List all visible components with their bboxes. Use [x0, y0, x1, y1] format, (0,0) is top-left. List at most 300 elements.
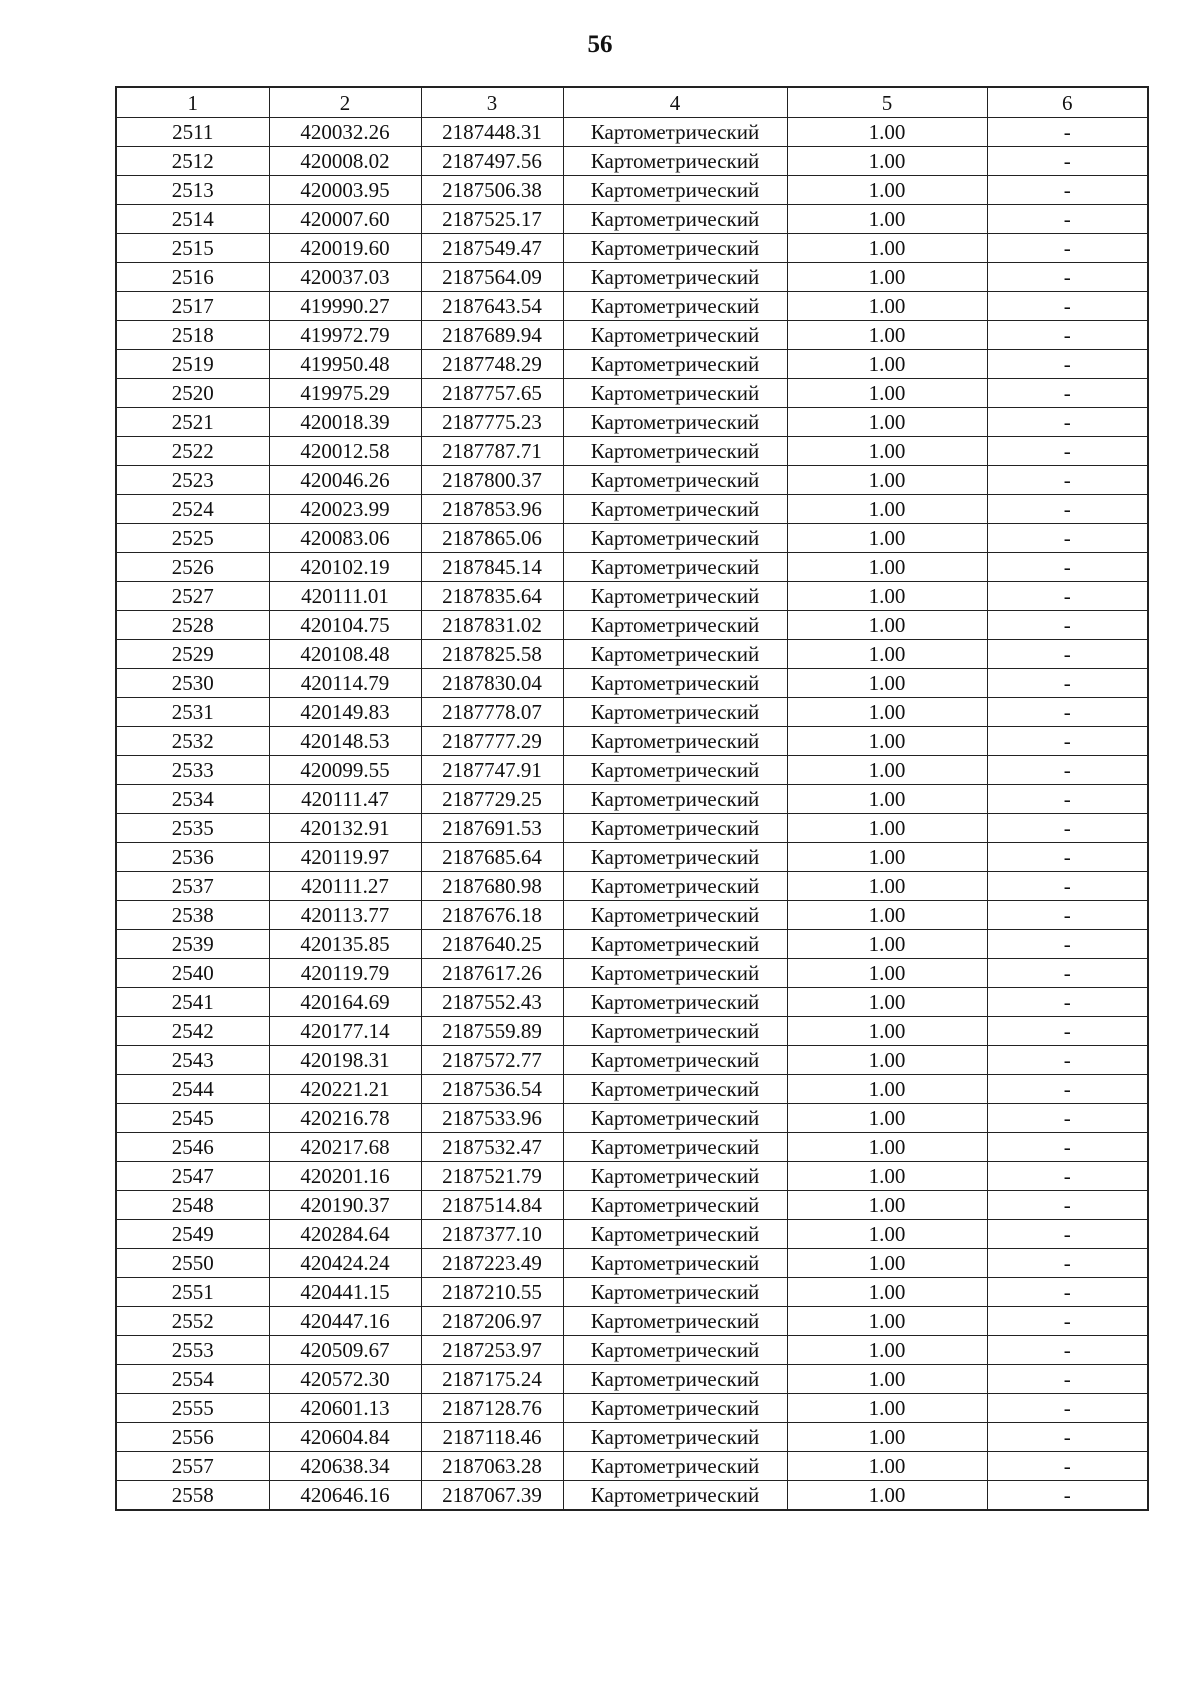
y-coordinate-cell: 2187757.65 — [421, 379, 563, 408]
point-number-cell: 2531 — [116, 698, 269, 727]
y-coordinate-cell: 2187845.14 — [421, 553, 563, 582]
point-number-cell: 2554 — [116, 1365, 269, 1394]
method-cell: Картометрический — [563, 611, 787, 640]
accuracy-cell: 1.00 — [787, 698, 987, 727]
method-cell: Картометрический — [563, 843, 787, 872]
table-row — [116, 176, 1148, 205]
accuracy-cell: 1.00 — [787, 1278, 987, 1307]
accuracy-cell: 1.00 — [787, 1075, 987, 1104]
y-coordinate-cell: 2187521.79 — [421, 1162, 563, 1191]
accuracy-cell: 1.00 — [787, 263, 987, 292]
table-row — [116, 466, 1148, 495]
description-cell: - — [987, 553, 1148, 582]
point-number-cell: 2536 — [116, 843, 269, 872]
method-cell: Картометрический — [563, 1046, 787, 1075]
accuracy-cell: 1.00 — [787, 1191, 987, 1220]
point-number-cell: 2537 — [116, 872, 269, 901]
table-row — [116, 1162, 1148, 1191]
table-row — [116, 756, 1148, 785]
point-number-cell: 2532 — [116, 727, 269, 756]
accuracy-cell: 1.00 — [787, 495, 987, 524]
x-coordinate-cell: 420003.95 — [269, 176, 421, 205]
x-coordinate-cell: 420102.19 — [269, 553, 421, 582]
description-cell: - — [987, 756, 1148, 785]
accuracy-cell: 1.00 — [787, 1481, 987, 1511]
point-number-cell: 2540 — [116, 959, 269, 988]
description-cell: - — [987, 930, 1148, 959]
point-number-cell: 2521 — [116, 408, 269, 437]
method-cell: Картометрический — [563, 553, 787, 582]
point-number-cell: 2557 — [116, 1452, 269, 1481]
y-coordinate-cell: 2187448.31 — [421, 118, 563, 147]
column-header: 1 — [116, 87, 269, 118]
point-number-cell: 2551 — [116, 1278, 269, 1307]
y-coordinate-cell: 2187617.26 — [421, 959, 563, 988]
x-coordinate-cell: 420601.13 — [269, 1394, 421, 1423]
y-coordinate-cell: 2187640.25 — [421, 930, 563, 959]
point-number-cell: 2542 — [116, 1017, 269, 1046]
point-number-cell: 2513 — [116, 176, 269, 205]
accuracy-cell: 1.00 — [787, 234, 987, 263]
table-row — [116, 930, 1148, 959]
method-cell: Картометрический — [563, 1162, 787, 1191]
table-row — [116, 1481, 1148, 1511]
y-coordinate-cell: 2187831.02 — [421, 611, 563, 640]
table-row — [116, 321, 1148, 350]
accuracy-cell: 1.00 — [787, 611, 987, 640]
point-number-cell: 2530 — [116, 669, 269, 698]
description-cell: - — [987, 1104, 1148, 1133]
description-cell: - — [987, 1046, 1148, 1075]
description-cell: - — [987, 524, 1148, 553]
method-cell: Картометрический — [563, 930, 787, 959]
y-coordinate-cell: 2187572.77 — [421, 1046, 563, 1075]
accuracy-cell: 1.00 — [787, 582, 987, 611]
table-row — [116, 640, 1148, 669]
y-coordinate-cell: 2187118.46 — [421, 1423, 563, 1452]
accuracy-cell: 1.00 — [787, 1104, 987, 1133]
x-coordinate-cell: 420198.31 — [269, 1046, 421, 1075]
x-coordinate-cell: 420164.69 — [269, 988, 421, 1017]
accuracy-cell: 1.00 — [787, 379, 987, 408]
accuracy-cell: 1.00 — [787, 350, 987, 379]
x-coordinate-cell: 420046.26 — [269, 466, 421, 495]
point-number-cell: 2524 — [116, 495, 269, 524]
table-row — [116, 1046, 1148, 1075]
point-number-cell: 2523 — [116, 466, 269, 495]
x-coordinate-cell: 420441.15 — [269, 1278, 421, 1307]
accuracy-cell: 1.00 — [787, 524, 987, 553]
table-row — [116, 263, 1148, 292]
x-coordinate-cell: 420023.99 — [269, 495, 421, 524]
x-coordinate-cell: 419950.48 — [269, 350, 421, 379]
method-cell: Картометрический — [563, 1249, 787, 1278]
description-cell: - — [987, 959, 1148, 988]
description-cell: - — [987, 408, 1148, 437]
method-cell: Картометрический — [563, 147, 787, 176]
method-cell: Картометрический — [563, 118, 787, 147]
x-coordinate-cell: 420135.85 — [269, 930, 421, 959]
table-row — [116, 814, 1148, 843]
description-cell: - — [987, 1191, 1148, 1220]
y-coordinate-cell: 2187564.09 — [421, 263, 563, 292]
method-cell: Картометрический — [563, 1452, 787, 1481]
description-cell: - — [987, 292, 1148, 321]
table-row — [116, 611, 1148, 640]
y-coordinate-cell: 2187506.38 — [421, 176, 563, 205]
point-number-cell: 2511 — [116, 118, 269, 147]
x-coordinate-cell: 420284.64 — [269, 1220, 421, 1249]
table-row — [116, 1423, 1148, 1452]
y-coordinate-cell: 2187729.25 — [421, 785, 563, 814]
description-cell: - — [987, 640, 1148, 669]
description-cell: - — [987, 1162, 1148, 1191]
accuracy-cell: 1.00 — [787, 1307, 987, 1336]
point-number-cell: 2534 — [116, 785, 269, 814]
description-cell: - — [987, 263, 1148, 292]
description-cell: - — [987, 118, 1148, 147]
method-cell: Картометрический — [563, 321, 787, 350]
table-row — [116, 1104, 1148, 1133]
method-cell: Картометрический — [563, 698, 787, 727]
description-cell: - — [987, 205, 1148, 234]
description-cell: - — [987, 582, 1148, 611]
description-cell: - — [987, 147, 1148, 176]
x-coordinate-cell: 420424.24 — [269, 1249, 421, 1278]
point-number-cell: 2535 — [116, 814, 269, 843]
x-coordinate-cell: 419972.79 — [269, 321, 421, 350]
table-row — [116, 1220, 1148, 1249]
y-coordinate-cell: 2187689.94 — [421, 321, 563, 350]
table-row — [116, 379, 1148, 408]
y-coordinate-cell: 2187223.49 — [421, 1249, 563, 1278]
accuracy-cell: 1.00 — [787, 1017, 987, 1046]
header-row — [116, 87, 1148, 118]
table-row — [116, 118, 1148, 147]
column-header: 3 — [421, 87, 563, 118]
method-cell: Картометрический — [563, 1365, 787, 1394]
y-coordinate-cell: 2187787.71 — [421, 437, 563, 466]
table-row — [116, 1394, 1148, 1423]
description-cell: - — [987, 901, 1148, 930]
x-coordinate-cell: 420104.75 — [269, 611, 421, 640]
x-coordinate-cell: 420190.37 — [269, 1191, 421, 1220]
description-cell: - — [987, 1133, 1148, 1162]
method-cell: Картометрический — [563, 1394, 787, 1423]
table-row — [116, 785, 1148, 814]
accuracy-cell: 1.00 — [787, 814, 987, 843]
x-coordinate-cell: 420509.67 — [269, 1336, 421, 1365]
point-number-cell: 2543 — [116, 1046, 269, 1075]
method-cell: Картометрический — [563, 582, 787, 611]
x-coordinate-cell: 420113.77 — [269, 901, 421, 930]
y-coordinate-cell: 2187206.97 — [421, 1307, 563, 1336]
table-row — [116, 901, 1148, 930]
accuracy-cell: 1.00 — [787, 553, 987, 582]
method-cell: Картометрический — [563, 234, 787, 263]
x-coordinate-cell: 420099.55 — [269, 756, 421, 785]
description-cell: - — [987, 1307, 1148, 1336]
accuracy-cell: 1.00 — [787, 1133, 987, 1162]
x-coordinate-cell: 420111.01 — [269, 582, 421, 611]
description-cell: - — [987, 1423, 1148, 1452]
x-coordinate-cell: 420221.21 — [269, 1075, 421, 1104]
point-number-cell: 2550 — [116, 1249, 269, 1278]
point-number-cell: 2547 — [116, 1162, 269, 1191]
y-coordinate-cell: 2187748.29 — [421, 350, 563, 379]
accuracy-cell: 1.00 — [787, 727, 987, 756]
point-number-cell: 2516 — [116, 263, 269, 292]
method-cell: Картометрический — [563, 1220, 787, 1249]
point-number-cell: 2558 — [116, 1481, 269, 1511]
y-coordinate-cell: 2187643.54 — [421, 292, 563, 321]
method-cell: Картометрический — [563, 1423, 787, 1452]
table-header — [116, 87, 1148, 118]
method-cell: Картометрический — [563, 756, 787, 785]
method-cell: Картометрический — [563, 408, 787, 437]
x-coordinate-cell: 420217.68 — [269, 1133, 421, 1162]
accuracy-cell: 1.00 — [787, 205, 987, 234]
column-header: 4 — [563, 87, 787, 118]
description-cell: - — [987, 234, 1148, 263]
y-coordinate-cell: 2187865.06 — [421, 524, 563, 553]
method-cell: Картометрический — [563, 1278, 787, 1307]
accuracy-cell: 1.00 — [787, 872, 987, 901]
x-coordinate-cell: 420018.39 — [269, 408, 421, 437]
description-cell: - — [987, 1017, 1148, 1046]
table-row — [116, 495, 1148, 524]
table-row — [116, 582, 1148, 611]
table-row — [116, 234, 1148, 263]
method-cell: Картометрический — [563, 205, 787, 234]
x-coordinate-cell: 420119.79 — [269, 959, 421, 988]
method-cell: Картометрический — [563, 1133, 787, 1162]
table-row — [116, 872, 1148, 901]
description-cell: - — [987, 814, 1148, 843]
point-number-cell: 2555 — [116, 1394, 269, 1423]
point-number-cell: 2526 — [116, 553, 269, 582]
table-row — [116, 1075, 1148, 1104]
description-cell: - — [987, 988, 1148, 1017]
accuracy-cell: 1.00 — [787, 437, 987, 466]
description-cell: - — [987, 350, 1148, 379]
description-cell: - — [987, 437, 1148, 466]
description-cell: - — [987, 1481, 1148, 1511]
method-cell: Картометрический — [563, 495, 787, 524]
accuracy-cell: 1.00 — [787, 1220, 987, 1249]
y-coordinate-cell: 2187063.28 — [421, 1452, 563, 1481]
accuracy-cell: 1.00 — [787, 1423, 987, 1452]
description-cell: - — [987, 843, 1148, 872]
x-coordinate-cell: 419975.29 — [269, 379, 421, 408]
table-row — [116, 553, 1148, 582]
y-coordinate-cell: 2187691.53 — [421, 814, 563, 843]
description-cell: - — [987, 1365, 1148, 1394]
accuracy-cell: 1.00 — [787, 988, 987, 1017]
method-cell: Картометрический — [563, 1481, 787, 1511]
method-cell: Картометрический — [563, 176, 787, 205]
y-coordinate-cell: 2187128.76 — [421, 1394, 563, 1423]
y-coordinate-cell: 2187525.17 — [421, 205, 563, 234]
accuracy-cell: 1.00 — [787, 321, 987, 350]
table-row — [116, 408, 1148, 437]
point-number-cell: 2515 — [116, 234, 269, 263]
x-coordinate-cell: 420177.14 — [269, 1017, 421, 1046]
y-coordinate-cell: 2187680.98 — [421, 872, 563, 901]
x-coordinate-cell: 420012.58 — [269, 437, 421, 466]
point-number-cell: 2527 — [116, 582, 269, 611]
accuracy-cell: 1.00 — [787, 843, 987, 872]
point-number-cell: 2538 — [116, 901, 269, 930]
method-cell: Картометрический — [563, 1191, 787, 1220]
accuracy-cell: 1.00 — [787, 147, 987, 176]
table-row — [116, 147, 1148, 176]
x-coordinate-cell: 420111.27 — [269, 872, 421, 901]
point-number-cell: 2539 — [116, 930, 269, 959]
x-coordinate-cell: 420201.16 — [269, 1162, 421, 1191]
method-cell: Картометрический — [563, 292, 787, 321]
point-number-cell: 2517 — [116, 292, 269, 321]
description-cell: - — [987, 379, 1148, 408]
x-coordinate-cell: 420646.16 — [269, 1481, 421, 1511]
accuracy-cell: 1.00 — [787, 408, 987, 437]
x-coordinate-cell: 420604.84 — [269, 1423, 421, 1452]
y-coordinate-cell: 2187777.29 — [421, 727, 563, 756]
page-number: 56 — [587, 31, 613, 58]
y-coordinate-cell: 2187253.97 — [421, 1336, 563, 1365]
description-cell: - — [987, 321, 1148, 350]
method-cell: Картометрический — [563, 640, 787, 669]
y-coordinate-cell: 2187835.64 — [421, 582, 563, 611]
method-cell: Картометрический — [563, 901, 787, 930]
point-number-cell: 2520 — [116, 379, 269, 408]
y-coordinate-cell: 2187830.04 — [421, 669, 563, 698]
method-cell: Картометрический — [563, 1017, 787, 1046]
point-number-cell: 2522 — [116, 437, 269, 466]
accuracy-cell: 1.00 — [787, 1336, 987, 1365]
y-coordinate-cell: 2187775.23 — [421, 408, 563, 437]
x-coordinate-cell: 420638.34 — [269, 1452, 421, 1481]
accuracy-cell: 1.00 — [787, 756, 987, 785]
method-cell: Картометрический — [563, 379, 787, 408]
description-cell: - — [987, 698, 1148, 727]
y-coordinate-cell: 2187778.07 — [421, 698, 563, 727]
accuracy-cell: 1.00 — [787, 640, 987, 669]
description-cell: - — [987, 1336, 1148, 1365]
accuracy-cell: 1.00 — [787, 901, 987, 930]
method-cell: Картометрический — [563, 1336, 787, 1365]
table-row — [116, 1017, 1148, 1046]
description-cell: - — [987, 669, 1148, 698]
y-coordinate-cell: 2187536.54 — [421, 1075, 563, 1104]
method-cell: Картометрический — [563, 350, 787, 379]
y-coordinate-cell: 2187853.96 — [421, 495, 563, 524]
table-row — [116, 1307, 1148, 1336]
y-coordinate-cell: 2187532.47 — [421, 1133, 563, 1162]
x-coordinate-cell: 420216.78 — [269, 1104, 421, 1133]
x-coordinate-cell: 420572.30 — [269, 1365, 421, 1394]
method-cell: Картометрический — [563, 959, 787, 988]
x-coordinate-cell: 420447.16 — [269, 1307, 421, 1336]
point-number-cell: 2541 — [116, 988, 269, 1017]
point-number-cell: 2544 — [116, 1075, 269, 1104]
description-cell: - — [987, 1394, 1148, 1423]
method-cell: Картометрический — [563, 466, 787, 495]
x-coordinate-cell: 420111.47 — [269, 785, 421, 814]
column-header: 6 — [987, 87, 1148, 118]
accuracy-cell: 1.00 — [787, 785, 987, 814]
y-coordinate-cell: 2187676.18 — [421, 901, 563, 930]
y-coordinate-cell: 2187747.91 — [421, 756, 563, 785]
point-number-cell: 2514 — [116, 205, 269, 234]
y-coordinate-cell: 2187549.47 — [421, 234, 563, 263]
accuracy-cell: 1.00 — [787, 1394, 987, 1423]
table-row — [116, 1278, 1148, 1307]
table-row — [116, 1336, 1148, 1365]
y-coordinate-cell: 2187685.64 — [421, 843, 563, 872]
description-cell: - — [987, 785, 1148, 814]
x-coordinate-cell: 420148.53 — [269, 727, 421, 756]
x-coordinate-cell: 420019.60 — [269, 234, 421, 263]
method-cell: Картометрический — [563, 988, 787, 1017]
y-coordinate-cell: 2187552.43 — [421, 988, 563, 1017]
description-cell: - — [987, 727, 1148, 756]
description-cell: - — [987, 466, 1148, 495]
x-coordinate-cell: 419990.27 — [269, 292, 421, 321]
accuracy-cell: 1.00 — [787, 176, 987, 205]
accuracy-cell: 1.00 — [787, 1365, 987, 1394]
y-coordinate-cell: 2187533.96 — [421, 1104, 563, 1133]
accuracy-cell: 1.00 — [787, 959, 987, 988]
x-coordinate-cell: 420132.91 — [269, 814, 421, 843]
x-coordinate-cell: 420119.97 — [269, 843, 421, 872]
method-cell: Картометрический — [563, 785, 787, 814]
table-row — [116, 1133, 1148, 1162]
y-coordinate-cell: 2187210.55 — [421, 1278, 563, 1307]
x-coordinate-cell: 420083.06 — [269, 524, 421, 553]
accuracy-cell: 1.00 — [787, 1249, 987, 1278]
x-coordinate-cell: 420037.03 — [269, 263, 421, 292]
method-cell: Картометрический — [563, 1307, 787, 1336]
y-coordinate-cell: 2187559.89 — [421, 1017, 563, 1046]
accuracy-cell: 1.00 — [787, 669, 987, 698]
accuracy-cell: 1.00 — [787, 466, 987, 495]
x-coordinate-cell: 420114.79 — [269, 669, 421, 698]
table-row — [116, 1452, 1148, 1481]
point-number-cell: 2528 — [116, 611, 269, 640]
point-number-cell: 2546 — [116, 1133, 269, 1162]
accuracy-cell: 1.00 — [787, 930, 987, 959]
method-cell: Картометрический — [563, 1104, 787, 1133]
table-row — [116, 959, 1148, 988]
point-number-cell: 2512 — [116, 147, 269, 176]
table-row — [116, 843, 1148, 872]
description-cell: - — [987, 872, 1148, 901]
accuracy-cell: 1.00 — [787, 1046, 987, 1075]
method-cell: Картометрический — [563, 814, 787, 843]
point-number-cell: 2549 — [116, 1220, 269, 1249]
coordinates-table — [115, 86, 1149, 1511]
x-coordinate-cell: 420108.48 — [269, 640, 421, 669]
x-coordinate-cell: 420032.26 — [269, 118, 421, 147]
y-coordinate-cell: 2187497.56 — [421, 147, 563, 176]
table-row — [116, 292, 1148, 321]
column-header: 2 — [269, 87, 421, 118]
point-number-cell: 2553 — [116, 1336, 269, 1365]
y-coordinate-cell: 2187514.84 — [421, 1191, 563, 1220]
table-row — [116, 1365, 1148, 1394]
table-row — [116, 437, 1148, 466]
